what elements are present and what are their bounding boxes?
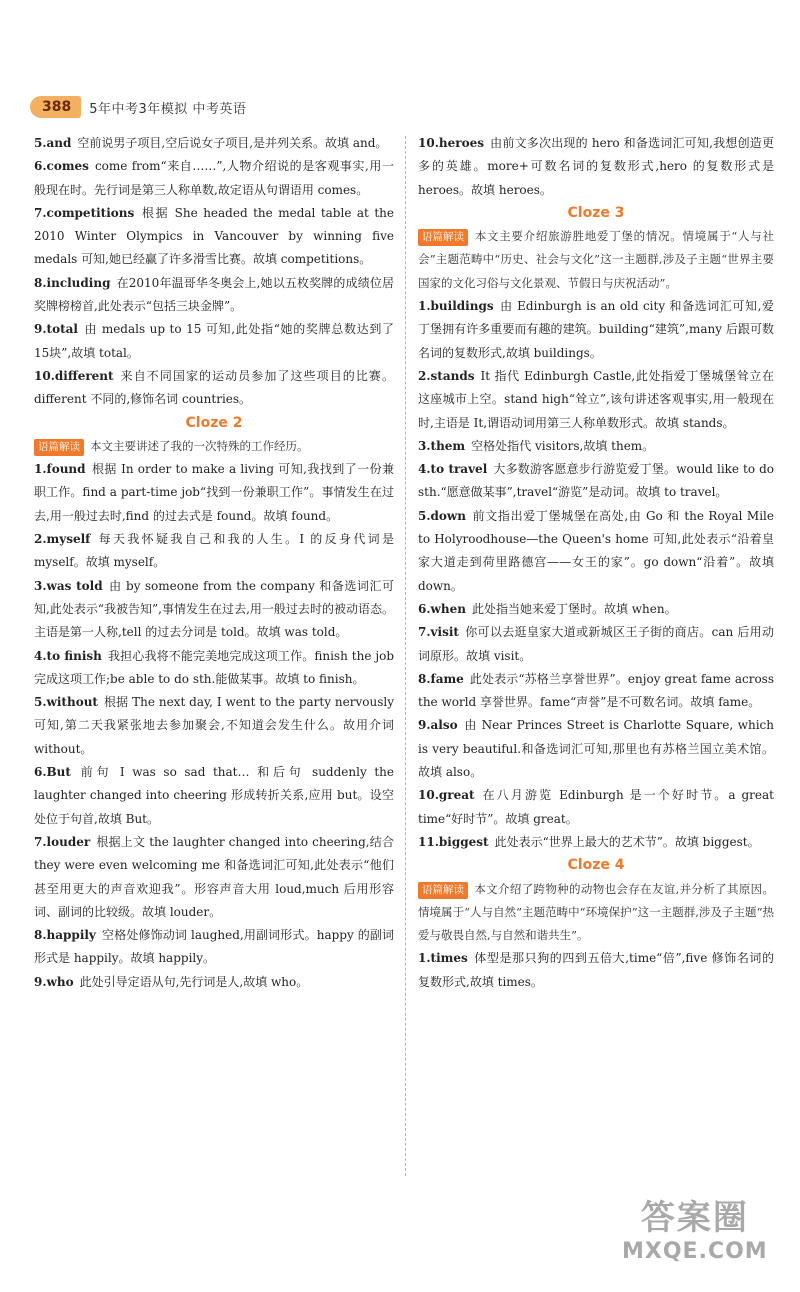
answer-number: 6. xyxy=(418,601,431,616)
cloze-heading: Cloze 2 xyxy=(185,414,243,431)
answer-explanation: 根据上文 the laughter changed into cheering,结合 they were even welcoming me 和备选词汇可知,此处表示“他们甚至用更大的声音欢迎我”。形容声音大用 loud,much 后用形容词、副词的比较级。故填 louder。 xyxy=(34,834,394,919)
answer-item xyxy=(34,458,394,528)
passage-intro-tag: 语篇解读 xyxy=(418,229,468,246)
answer-word: heroes xyxy=(438,136,484,150)
answer-word: times xyxy=(430,951,468,966)
passage-intro xyxy=(34,435,394,458)
passage-intro-text: 本文主要讲述了我的一次特殊的工作经历。 xyxy=(90,438,309,453)
answer-explanation: come from“来自……”,人物介绍说的是客观事实,用一般现在时。先行词是第三人称单数,故定语从句谓语用 comes。 xyxy=(34,159,394,197)
answer-item xyxy=(418,435,774,458)
answer-number: 3. xyxy=(34,578,47,593)
page-number: 388 xyxy=(30,96,81,118)
answer-item xyxy=(34,761,394,831)
answer-explanation: 空格处修饰动词 laughed,用副词形式。happy 的副词形式是 happily。故填 happily。 xyxy=(34,928,394,966)
answer-item xyxy=(418,784,774,831)
answer-item xyxy=(34,831,394,924)
answer-number: 10. xyxy=(418,788,439,803)
answer-word: including xyxy=(46,275,111,290)
answer-word: biggest xyxy=(438,834,489,849)
answer-explanation: 来自不同国家的运动员参加了这些项目的比赛。different 不同的,修饰名词 countries。 xyxy=(34,368,394,407)
answer-explanation: 根据 The next day, I went to the party nervously 可知,第二天我紧张地去参加聚会,不知道会发生什么。故用介词 without。 xyxy=(34,695,394,756)
answer-item xyxy=(418,668,774,715)
cloze-heading: Cloze 4 xyxy=(567,857,625,874)
answer-number: 4. xyxy=(418,462,431,477)
answer-explanation: 我担心我将不能完美地完成这项工作。finish the job 完成这项工作;be able to do sth.能做某事。故填 to finish。 xyxy=(34,648,394,686)
answer-number: 5. xyxy=(34,136,47,150)
answer-word: visit xyxy=(430,625,459,640)
answer-word: found xyxy=(46,462,86,477)
right-column xyxy=(418,132,774,994)
passage-intro-text: 本文主要介绍旅游胜地爱丁堡的情况。情境属于“人与社会”主题范畴中“历史、社会与文化”这一主题群,涉及子主题“世界主要国家的文化习俗与文化景观、节假日与庆祝活动”。 xyxy=(418,229,774,290)
answer-item xyxy=(418,365,774,435)
answer-explanation: 空格处指代 visitors,故填 them。 xyxy=(471,438,655,453)
answer-word: to travel xyxy=(430,462,488,477)
page-header xyxy=(30,94,246,120)
answer-number: 10. xyxy=(34,368,55,383)
answer-number: 8. xyxy=(418,671,431,686)
answer-word: and xyxy=(46,136,72,150)
answer-word: down xyxy=(430,508,466,523)
answer-explanation: 由 medals up to 15 可知,此处指“她的奖牌总数达到了15块”,故填 total。 xyxy=(34,322,394,360)
answer-number: 1. xyxy=(418,951,431,966)
answer-word: fame xyxy=(430,671,464,686)
answer-word: who xyxy=(46,974,74,989)
answer-item xyxy=(34,645,394,692)
passage-intro xyxy=(418,878,774,948)
answer-number: 2. xyxy=(34,532,47,547)
left-column xyxy=(34,132,394,994)
answer-item xyxy=(34,691,394,761)
answer-word: also xyxy=(430,718,458,733)
answer-explanation: 前句 I was so sad that… 和后句 suddenly the laughter changed into cheering 形成转折关系,应用 but。设空处位于句首,故填 But。 xyxy=(34,765,394,826)
answer-explanation: 每天我怀疑我自己和我的人生。I 的反身代词是 myself。故填 myself。 xyxy=(34,532,394,570)
answer-number: 3. xyxy=(418,438,431,453)
answer-word: competitions xyxy=(46,205,135,220)
answer-explanation: 此处指当她来爱丁堡时。故填 when。 xyxy=(471,601,677,616)
book-title: 5年中考3年模拟 中考英语 xyxy=(89,101,247,117)
answer-item xyxy=(34,528,394,575)
answer-number: 2. xyxy=(418,368,431,383)
passage-intro-tag: 语篇解读 xyxy=(418,882,468,899)
answer-number: 10. xyxy=(418,136,439,150)
passage-intro xyxy=(418,225,774,295)
answer-number: 7. xyxy=(34,834,47,849)
answer-explanation: 根据 In order to make a living 可知,我找到了一份兼职工作。find a part-time job“找到一份兼职工作”。事情发生在过去,用一般过去时,find 的过去式是 found。故填 found。 xyxy=(34,462,394,523)
answer-explanation: 由 by someone from the company 和备选词汇可知,此处表示“我被告知”,事情发生在过去,用一般过去时的被动语态。主语是第一人称,tell 的过去分词是 told。故填 was told。 xyxy=(34,578,394,640)
answer-explanation: 前文指出爱丁堡城堡在高处,由 Go 和 the Royal Mile to Holyroodhouse—the Queen's home 可知,此处表示“沿着皇家大道走到荷里路德宫——女王的家”。go down“沿着”。故填 down。 xyxy=(418,508,774,593)
answer-word: total xyxy=(46,322,78,337)
answer-explanation: 大多数游客愿意步行游览爱丁堡。would like to do sth.“愿意做某事”,travel“游览”是动词。故填 to travel。 xyxy=(418,462,774,500)
answer-number: 9. xyxy=(34,322,47,337)
answer-word: great xyxy=(438,788,475,803)
answer-word: But xyxy=(46,765,71,780)
watermark-url: MXQE.COM xyxy=(622,1239,768,1264)
answer-number: 5. xyxy=(418,508,431,523)
answer-item xyxy=(418,714,774,784)
answer-item xyxy=(34,318,394,365)
answer-item xyxy=(418,505,774,598)
answer-explanation: 此处表示“世界上最大的艺术节”。故填 biggest。 xyxy=(494,834,760,849)
answer-item xyxy=(418,295,774,365)
answer-item xyxy=(34,202,394,272)
watermark-logo: 答案圈 xyxy=(640,1198,749,1238)
answer-explanation: 空前说男子项目,空后说女子项目,是并列关系。故填 and。 xyxy=(77,136,388,150)
answer-word: without xyxy=(46,695,98,710)
answer-item xyxy=(34,155,394,202)
answer-word: when xyxy=(430,601,466,616)
answer-item xyxy=(34,575,394,645)
answer-item xyxy=(34,132,394,155)
answer-number: 4. xyxy=(34,648,47,663)
answer-explanation: 你可以去逛皇家大道或新城区王子街的商店。can 后用动词原形。故填 visit。 xyxy=(418,625,774,663)
watermark xyxy=(622,1198,768,1266)
answer-explanation: 在2010年温哥华冬奥会上,她以五枚奖牌的成绩位居奖牌榜榜首,此处表示“包括三块金牌”。 xyxy=(34,275,394,314)
answer-number: 8. xyxy=(34,928,47,943)
answer-item xyxy=(418,947,774,994)
answer-number: 9. xyxy=(418,718,431,733)
answer-word: different xyxy=(54,368,114,383)
answer-number: 7. xyxy=(34,205,47,220)
answer-word: them xyxy=(430,438,466,453)
answer-number: 1. xyxy=(34,462,47,477)
answer-explanation: 由 Near Princes Street is Charlotte Square, which is very beautiful.和备选词汇可知,那里也有苏格兰国立美术馆。故填 also。 xyxy=(418,718,774,780)
answer-word: louder xyxy=(46,834,91,849)
answer-number: 6. xyxy=(34,159,47,174)
answer-item xyxy=(34,365,394,412)
answer-item xyxy=(418,831,774,854)
answer-explanation: 体型是那只狗的四到五倍大,time“倍”,five 修饰名词的复数形式,故填 times。 xyxy=(418,951,774,989)
answer-number: 5. xyxy=(34,695,47,710)
passage-intro-text: 本文介绍了跨物种的动物也会存在友谊,并分析了其原因。情境属于“人与自然”主题范畴中“环境保护”这一主题群,涉及子主题“热爱与敬畏自然,与自然和谐共生”。 xyxy=(418,881,774,943)
answer-item xyxy=(34,971,394,994)
answer-word: happily xyxy=(46,928,96,943)
answer-word: buildings xyxy=(430,299,494,314)
answer-number: 6. xyxy=(34,765,47,780)
answer-number: 11. xyxy=(418,834,439,849)
answer-item xyxy=(34,924,394,971)
answer-word: myself xyxy=(46,532,91,547)
answer-word: stands xyxy=(430,368,475,383)
answer-item xyxy=(418,598,774,621)
answer-explanation: 由 Edinburgh is an old city 和备选词汇可知,爱丁堡拥有许多重要而有趣的建筑。building“建筑”,many 后跟可数名词的复数形式,故填 buildings。 xyxy=(418,299,774,360)
answer-explanation: 此处引导定语从句,先行词是人,故填 who。 xyxy=(79,974,309,989)
answer-explanation: It 指代 Edinburgh Castle,此处指爱丁堡城堡耸立在这座城市上空。stand high“耸立”,该句讲述客观事实,用一般现在时,主语是 It,谓语动词用第三人称单数形式。故填 stands。 xyxy=(418,368,774,430)
answer-item xyxy=(418,621,774,668)
answer-item xyxy=(418,132,774,202)
answer-item xyxy=(34,272,394,319)
answer-number: 8. xyxy=(34,275,47,290)
cloze-heading: Cloze 3 xyxy=(567,204,625,221)
answer-word: was told xyxy=(46,578,103,593)
column-divider xyxy=(405,136,406,1176)
answer-explanation: 此处表示“苏格兰享誉世界”。enjoy great fame across the world 享誉世界。fame“声誉”是不可数名词。故填 fame。 xyxy=(418,671,774,710)
answer-explanation: 根据 She headed the medal table at the 2010 Winter Olympics in Vancouver by winning five medals 可知,她已经赢了许多滑雪比赛。故填 competitions。 xyxy=(34,205,394,267)
answer-number: 1. xyxy=(418,299,431,314)
answer-number: 7. xyxy=(418,625,431,640)
answer-number: 9. xyxy=(34,974,47,989)
answer-word: to finish xyxy=(46,648,102,663)
answer-explanation: 由前文多次出现的 hero 和备选词汇可知,我想创造更多的英雄。more+可数名词的复数形式,hero 的复数形式是 heroes。故填 heroes。 xyxy=(418,136,774,197)
answer-item xyxy=(418,458,774,505)
answer-word: comes xyxy=(46,159,89,174)
passage-intro-tag: 语篇解读 xyxy=(34,439,84,456)
answer-explanation: 在八月游览 Edinburgh 是一个好时节。a great time“好时节”。故填 great。 xyxy=(418,788,774,826)
